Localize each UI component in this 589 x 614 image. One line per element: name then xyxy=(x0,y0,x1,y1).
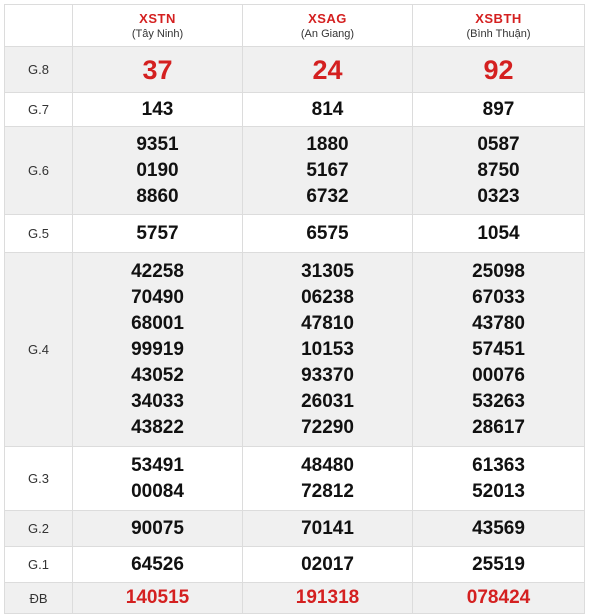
province-name-3: (Bình Thuận) xyxy=(466,27,531,40)
prize-number: 25519 xyxy=(472,553,525,575)
prize-cell xyxy=(73,127,243,215)
prize-row-special xyxy=(5,583,585,614)
prize-cell xyxy=(413,583,585,614)
lottery-results-table xyxy=(4,4,585,614)
province-link-2[interactable]: XSAG xyxy=(308,10,347,26)
prize-cell xyxy=(73,47,243,93)
province-header-2 xyxy=(243,5,413,47)
prize-number: 28617 xyxy=(472,416,525,438)
prize-label: G.2 xyxy=(5,511,73,547)
prize-number: 72812 xyxy=(301,480,354,502)
prize-number: 64526 xyxy=(131,553,184,575)
prize-cell xyxy=(243,511,413,547)
prize-label: G.8 xyxy=(5,47,73,93)
prize-number: 68001 xyxy=(131,312,184,334)
header-row xyxy=(5,5,585,47)
prize-number: 61363 xyxy=(472,454,525,476)
prize-cell xyxy=(243,583,413,614)
prize-number: 90075 xyxy=(131,517,184,539)
prize-number: 00084 xyxy=(131,480,184,502)
prize-number: 42258 xyxy=(131,260,184,282)
prize-number: 02017 xyxy=(301,553,354,575)
header-empty-cell xyxy=(5,5,73,47)
prize-label: G.4 xyxy=(5,253,73,447)
prize-cell xyxy=(413,127,585,215)
prize-number: 92 xyxy=(483,54,514,85)
special-prize-number: 191318 xyxy=(295,587,360,608)
prize-number: 6575 xyxy=(306,222,349,244)
prize-cell xyxy=(413,511,585,547)
province-name-1: (Tây Ninh) xyxy=(131,27,184,40)
prize-number: 8750 xyxy=(477,159,520,181)
special-prize-number: 140515 xyxy=(125,587,190,608)
prize-number: 43569 xyxy=(472,517,525,539)
prize-cell xyxy=(243,93,413,127)
prize-number: 00076 xyxy=(472,364,525,386)
prize-cell xyxy=(413,253,585,447)
prize-cell xyxy=(73,547,243,583)
prize-cell xyxy=(73,583,243,614)
prize-number: 0587 xyxy=(477,133,520,155)
prize-number: 814 xyxy=(311,98,344,120)
prize-row-g4 xyxy=(5,253,585,447)
prize-number: 5757 xyxy=(136,222,179,244)
prize-number: 37 xyxy=(142,54,173,85)
prize-number: 9351 xyxy=(136,133,179,155)
prize-cell xyxy=(73,447,243,511)
prize-number: 53491 xyxy=(131,454,184,476)
prize-number: 43780 xyxy=(472,312,525,334)
prize-number: 70141 xyxy=(301,517,354,539)
prize-cell xyxy=(73,215,243,253)
province-header-1 xyxy=(73,5,243,47)
prize-label: G.5 xyxy=(5,215,73,253)
prize-number: 34033 xyxy=(131,390,184,412)
prize-cell xyxy=(73,253,243,447)
prize-cell xyxy=(243,547,413,583)
prize-cell xyxy=(413,447,585,511)
prize-number: 06238 xyxy=(301,286,354,308)
province-link-3[interactable]: XSBTH xyxy=(475,10,522,26)
prize-cell xyxy=(413,215,585,253)
prize-number: 67033 xyxy=(472,286,525,308)
prize-cell xyxy=(243,253,413,447)
prize-number: 31305 xyxy=(301,260,354,282)
prize-row-g7 xyxy=(5,93,585,127)
prize-number: 47810 xyxy=(301,312,354,334)
prize-label: G.1 xyxy=(5,547,73,583)
prize-number: 52013 xyxy=(472,480,525,502)
prize-number: 72290 xyxy=(301,416,354,438)
province-link-1[interactable]: XSTN xyxy=(139,10,176,26)
prize-number: 26031 xyxy=(301,390,354,412)
prize-row-g3 xyxy=(5,447,585,511)
prize-label: G.7 xyxy=(5,93,73,127)
prize-number: 25098 xyxy=(472,260,525,282)
prize-cell xyxy=(243,47,413,93)
prize-cell xyxy=(413,547,585,583)
prize-number: 8860 xyxy=(136,185,179,207)
prize-cell xyxy=(413,93,585,127)
prize-number: 143 xyxy=(141,98,174,120)
prize-number: 1054 xyxy=(477,222,520,244)
prize-cell xyxy=(243,447,413,511)
prize-number: 57451 xyxy=(472,338,525,360)
prize-row-g6 xyxy=(5,127,585,215)
prize-row-g1 xyxy=(5,547,585,583)
prize-number: 6732 xyxy=(306,185,349,207)
prize-number: 0190 xyxy=(136,159,179,181)
prize-number: 43052 xyxy=(131,364,184,386)
prize-number: 1880 xyxy=(306,133,349,155)
province-header-3 xyxy=(413,5,585,47)
prize-label: G.3 xyxy=(5,447,73,511)
prize-number: 93370 xyxy=(301,364,354,386)
prize-number: 43822 xyxy=(131,416,184,438)
prize-label: G.6 xyxy=(5,127,73,215)
prize-number: 897 xyxy=(482,98,515,120)
prize-row-g8 xyxy=(5,47,585,93)
prize-cell xyxy=(413,47,585,93)
prize-number: 5167 xyxy=(306,159,349,181)
prize-number: 48480 xyxy=(301,454,354,476)
prize-cell xyxy=(73,511,243,547)
province-name-2: (An Giang) xyxy=(300,27,355,40)
prize-cell xyxy=(73,93,243,127)
prize-number: 99919 xyxy=(131,338,184,360)
prize-number: 10153 xyxy=(301,338,354,360)
special-prize-number: 078424 xyxy=(466,587,531,608)
prize-number: 24 xyxy=(312,54,343,85)
prize-number: 70490 xyxy=(131,286,184,308)
prize-cell xyxy=(243,127,413,215)
prize-row-g2 xyxy=(5,511,585,547)
prize-number: 0323 xyxy=(477,185,520,207)
prize-label: ĐB xyxy=(5,583,73,614)
prize-cell xyxy=(243,215,413,253)
prize-row-g5 xyxy=(5,215,585,253)
prize-number: 53263 xyxy=(472,390,525,412)
